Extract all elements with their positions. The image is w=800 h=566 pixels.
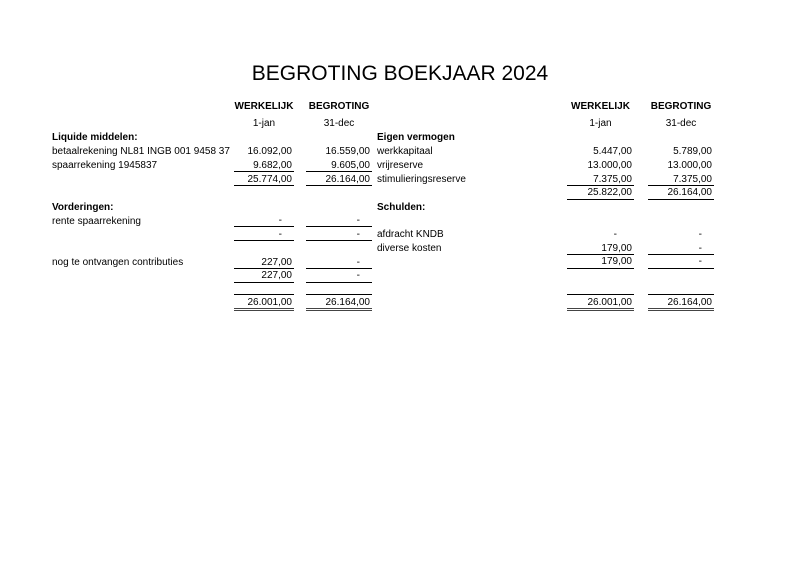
row-werkelijk: 179,00 [601, 243, 632, 254]
section-heading-eigen-vermogen: Eigen vermogen [377, 132, 455, 143]
underline [234, 294, 294, 295]
subtotal-begroting: 26.164,00 [325, 174, 370, 185]
row-werkelijk: - [278, 215, 282, 226]
double-underline [567, 308, 634, 311]
total-werkelijk: 26.001,00 [587, 297, 632, 308]
row-werkelijk: 227,00 [261, 257, 292, 268]
right-subheader-31dec: 31-dec [665, 118, 697, 129]
subtotal-begroting: - [356, 229, 360, 240]
underline [306, 240, 372, 241]
underline [567, 199, 634, 200]
double-underline [648, 308, 714, 311]
subtotal-werkelijk: 25.822,00 [587, 187, 632, 198]
row-werkelijk: 7.375,00 [593, 174, 632, 185]
underline [234, 282, 294, 283]
underline [306, 185, 372, 186]
underline [567, 268, 634, 269]
row-begroting: - [356, 215, 360, 226]
row-begroting: - [698, 229, 702, 240]
row-begroting: 5.789,00 [673, 146, 712, 157]
underline [306, 226, 372, 227]
row-begroting: 7.375,00 [673, 174, 712, 185]
subtotal-werkelijk: 25.774,00 [247, 174, 292, 185]
right-header-begroting: BEGROTING [650, 101, 712, 112]
row-label: diverse kosten [377, 243, 442, 254]
row-label: nog te ontvangen contributies [52, 257, 184, 268]
underline [234, 226, 294, 227]
row-werkelijk: 16.092,00 [247, 146, 292, 157]
total-begroting: 26.164,00 [325, 297, 370, 308]
subtotal-begroting: 26.164,00 [667, 187, 712, 198]
double-underline [306, 308, 372, 311]
double-underline [234, 308, 294, 311]
row-label: afdracht KNDB [377, 229, 444, 240]
total-begroting: 26.164,00 [667, 297, 712, 308]
section-heading-schulden: Schulden: [377, 202, 426, 213]
section-heading-liquide-middelen: Liquide middelen: [52, 132, 138, 143]
underline [648, 294, 714, 295]
row-label: stimulieringsreserve [377, 174, 466, 185]
left-subheader-31dec: 31-dec [323, 118, 355, 129]
underline [648, 268, 714, 269]
underline [306, 282, 372, 283]
row-label: spaarrekening 1945837 [52, 160, 158, 171]
underline [648, 199, 714, 200]
section-heading-vorderingen: Vorderingen: [52, 202, 114, 213]
underline [306, 171, 372, 172]
row-werkelijk: 13.000,00 [587, 160, 632, 171]
subtotal-werkelijk: - [278, 229, 282, 240]
underline [567, 294, 634, 295]
row-begroting: 13.000,00 [667, 160, 712, 171]
right-header-werkelijk: WERKELIJK [571, 101, 630, 112]
subtotal-werkelijk: 179,00 [601, 256, 632, 267]
left-header-begroting: BEGROTING [308, 101, 370, 112]
underline [234, 171, 294, 172]
row-begroting: 16.559,00 [325, 146, 370, 157]
right-subheader-1jan: 1-jan [589, 118, 612, 129]
row-werkelijk: - [613, 229, 617, 240]
subtotal-begroting: - [698, 256, 702, 267]
subtotal-begroting: - [356, 270, 360, 281]
underline [234, 240, 294, 241]
page-title: BEGROTING BOEKJAAR 2024 [251, 62, 549, 85]
row-label: werkkapitaal [377, 146, 433, 157]
left-subheader-1jan: 1-jan [252, 118, 276, 129]
row-begroting: - [698, 243, 702, 254]
total-werkelijk: 26.001,00 [247, 297, 292, 308]
row-label: vrijreserve [377, 160, 424, 171]
row-werkelijk: 9.682,00 [253, 160, 292, 171]
row-label: betaalrekening NL81 INGB 001 9458 37 [52, 146, 230, 157]
row-label: rente spaarrekening [52, 216, 141, 227]
left-header-werkelijk: WERKELIJK [234, 101, 294, 112]
row-begroting: - [356, 257, 360, 268]
underline [306, 294, 372, 295]
row-werkelijk: 5.447,00 [593, 146, 632, 157]
row-begroting: 9.605,00 [331, 160, 370, 171]
subtotal-werkelijk: 227,00 [261, 270, 292, 281]
underline [234, 185, 294, 186]
